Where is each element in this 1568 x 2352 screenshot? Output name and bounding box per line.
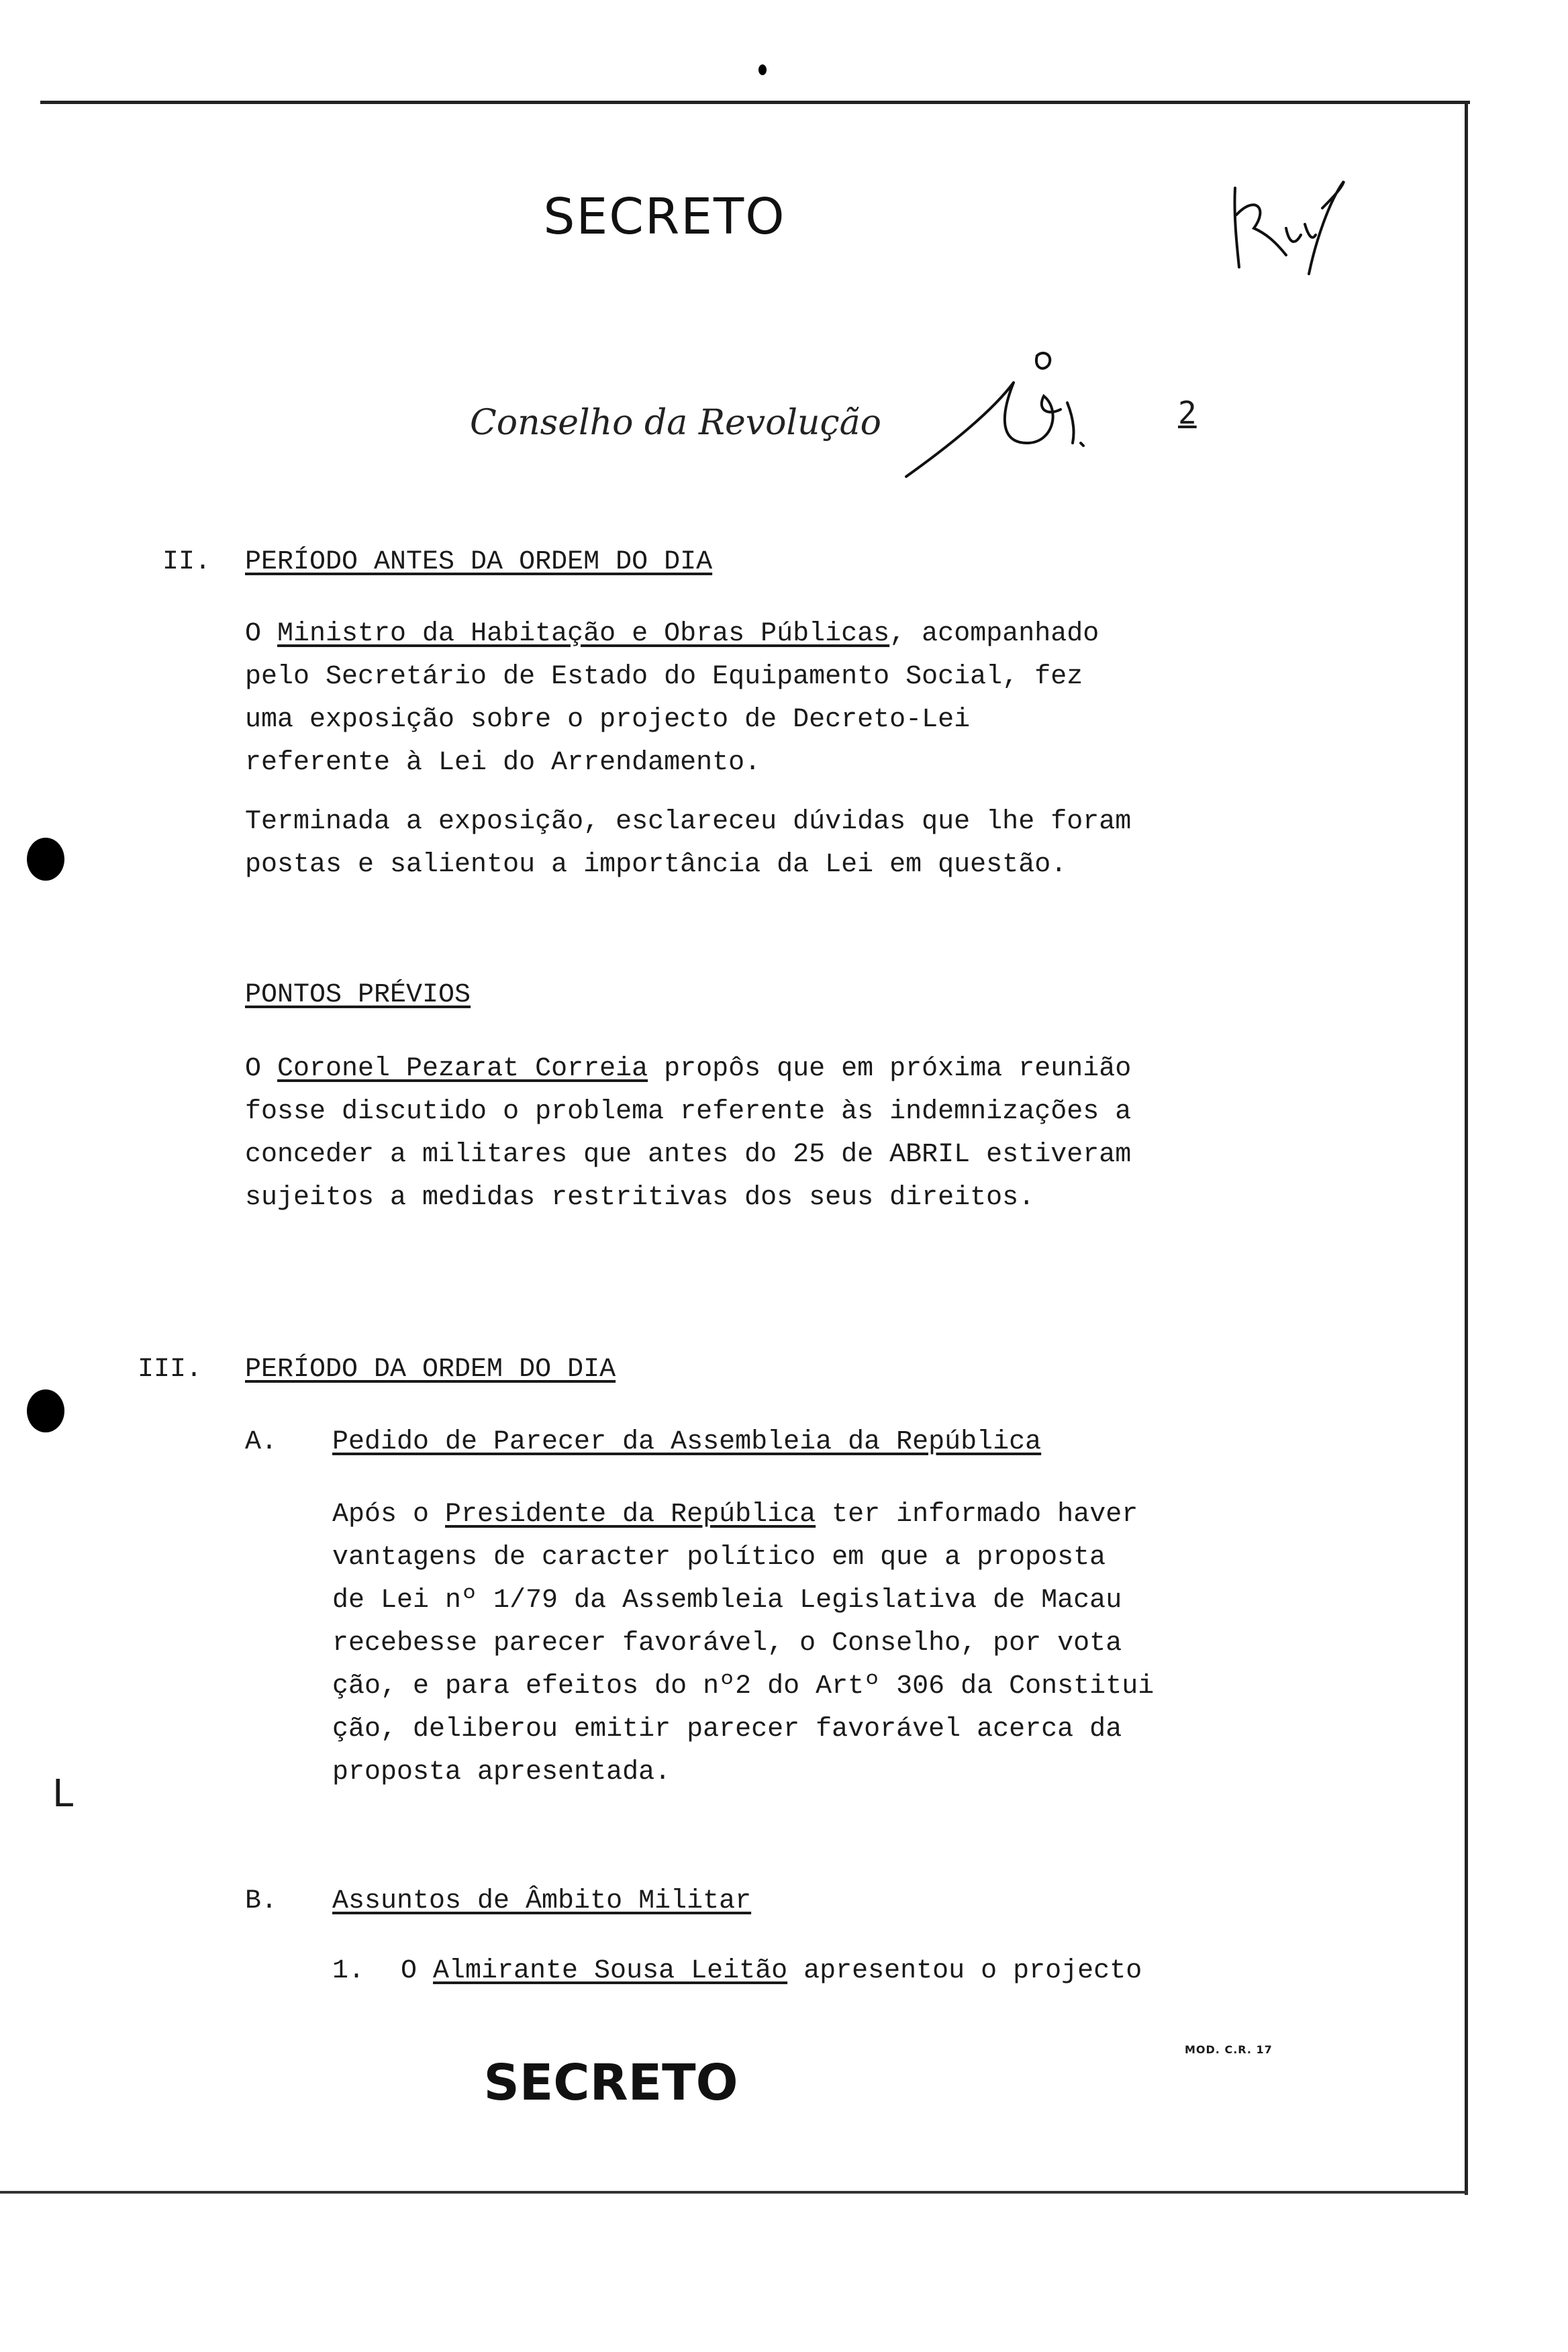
subsection-b-letter: B. — [245, 1886, 278, 1916]
pontos-previos-first-line-rest: propôs que em próxima reunião — [648, 1054, 1132, 1084]
item-first-line — [401, 1956, 1142, 1986]
subsection-a-line: proposta apresentada. — [332, 1757, 671, 1787]
pontos-previos-line: conceder a militares que antes do 25 de ABRIL estiveram — [245, 1140, 1132, 1170]
handwritten-initials — [1222, 168, 1349, 282]
item-number: 1. — [332, 1956, 365, 1986]
page-frame-bottom — [0, 2191, 1467, 2194]
pontos-previos-line: fosse discutido o problema referente às indemnizações a — [245, 1097, 1132, 1127]
section-ii-prefix: O — [245, 619, 278, 649]
subsection-a-line: ção, e para efeitos do nº2 do Artº 306 da Constitui — [332, 1671, 1155, 1702]
subsection-b-heading: Assuntos de Âmbito Militar — [332, 1886, 752, 1916]
classification-header: SECRETO — [543, 188, 786, 246]
pontos-previos-first-line — [245, 1054, 1131, 1084]
subsection-a-first-line-rest: ter informado haver — [816, 1500, 1138, 1530]
subsection-a-first-line — [332, 1500, 1138, 1530]
section-ii-line: Terminada a exposição, esclareceu dúvidas que lhe foram — [245, 807, 1132, 837]
classification-footer: SECRETO — [483, 2054, 738, 2112]
subsection-a-prefix: Após o — [332, 1500, 446, 1530]
section-ii-numeral: II. — [162, 547, 211, 577]
punch-hole-lower — [27, 1389, 64, 1432]
council-letterhead: Conselho da Revolução — [470, 403, 881, 443]
subsection-a-line: de Lei nº 1/79 da Assembleia Legislativa de Macau — [332, 1585, 1122, 1616]
subsection-a-line: recebesse parecer favorável, o Conselho, por vota — [332, 1628, 1122, 1659]
minister-name: Ministro da Habitação e Obras Públicas — [277, 619, 890, 649]
page-frame-top — [40, 101, 1470, 104]
margin-mark: L — [52, 1772, 74, 1816]
page-frame-right — [1465, 101, 1468, 2195]
form-code: MOD. C.R. 17 — [1185, 2043, 1273, 2056]
pontos-previos-line: sujeitos a medidas restritivas dos seus direitos. — [245, 1183, 1035, 1213]
subsection-a-letter: A. — [245, 1427, 278, 1457]
section-iii-heading: PERÍODO DA ORDEM DO DIA — [245, 1355, 616, 1385]
colonel-name: Coronel Pezarat Correia — [277, 1054, 648, 1084]
punch-hole-top — [758, 64, 767, 75]
president-name: Presidente da República — [445, 1500, 816, 1530]
section-ii-first-line — [245, 619, 1099, 649]
section-ii-line: pelo Secretário de Estado do Equipamento Social, fez — [245, 662, 1083, 692]
signature-mark — [899, 342, 1101, 490]
section-ii-line: uma exposição sobre o projecto de Decreto-Lei — [245, 705, 971, 735]
item-first-line-rest: apresentou o projecto — [787, 1956, 1142, 1986]
pontos-previos-prefix: O — [245, 1054, 278, 1084]
pontos-previos-heading: PONTOS PRÉVIOS — [245, 980, 471, 1010]
section-iii-numeral: III. — [138, 1355, 203, 1385]
subsection-a-heading: Pedido de Parecer da Assembleia da República — [332, 1427, 1042, 1457]
section-ii-line: postas e salientou a importância da Lei em questão. — [245, 850, 1067, 880]
admiral-name: Almirante Sousa Leitão — [433, 1956, 788, 1986]
subsection-a-line: ção, deliberou emitir parecer favorável acerca da — [332, 1714, 1122, 1745]
page-number: 2 — [1178, 395, 1197, 431]
subsection-a-line: vantagens de caracter político em que a proposta — [332, 1542, 1106, 1573]
section-ii-first-line-rest: , acompanhado — [889, 619, 1099, 649]
section-ii-line: referente à Lei do Arrendamento. — [245, 748, 761, 778]
section-ii-heading: PERÍODO ANTES DA ORDEM DO DIA — [245, 547, 713, 577]
item-prefix: O — [401, 1956, 434, 1986]
punch-hole-upper — [27, 838, 64, 881]
